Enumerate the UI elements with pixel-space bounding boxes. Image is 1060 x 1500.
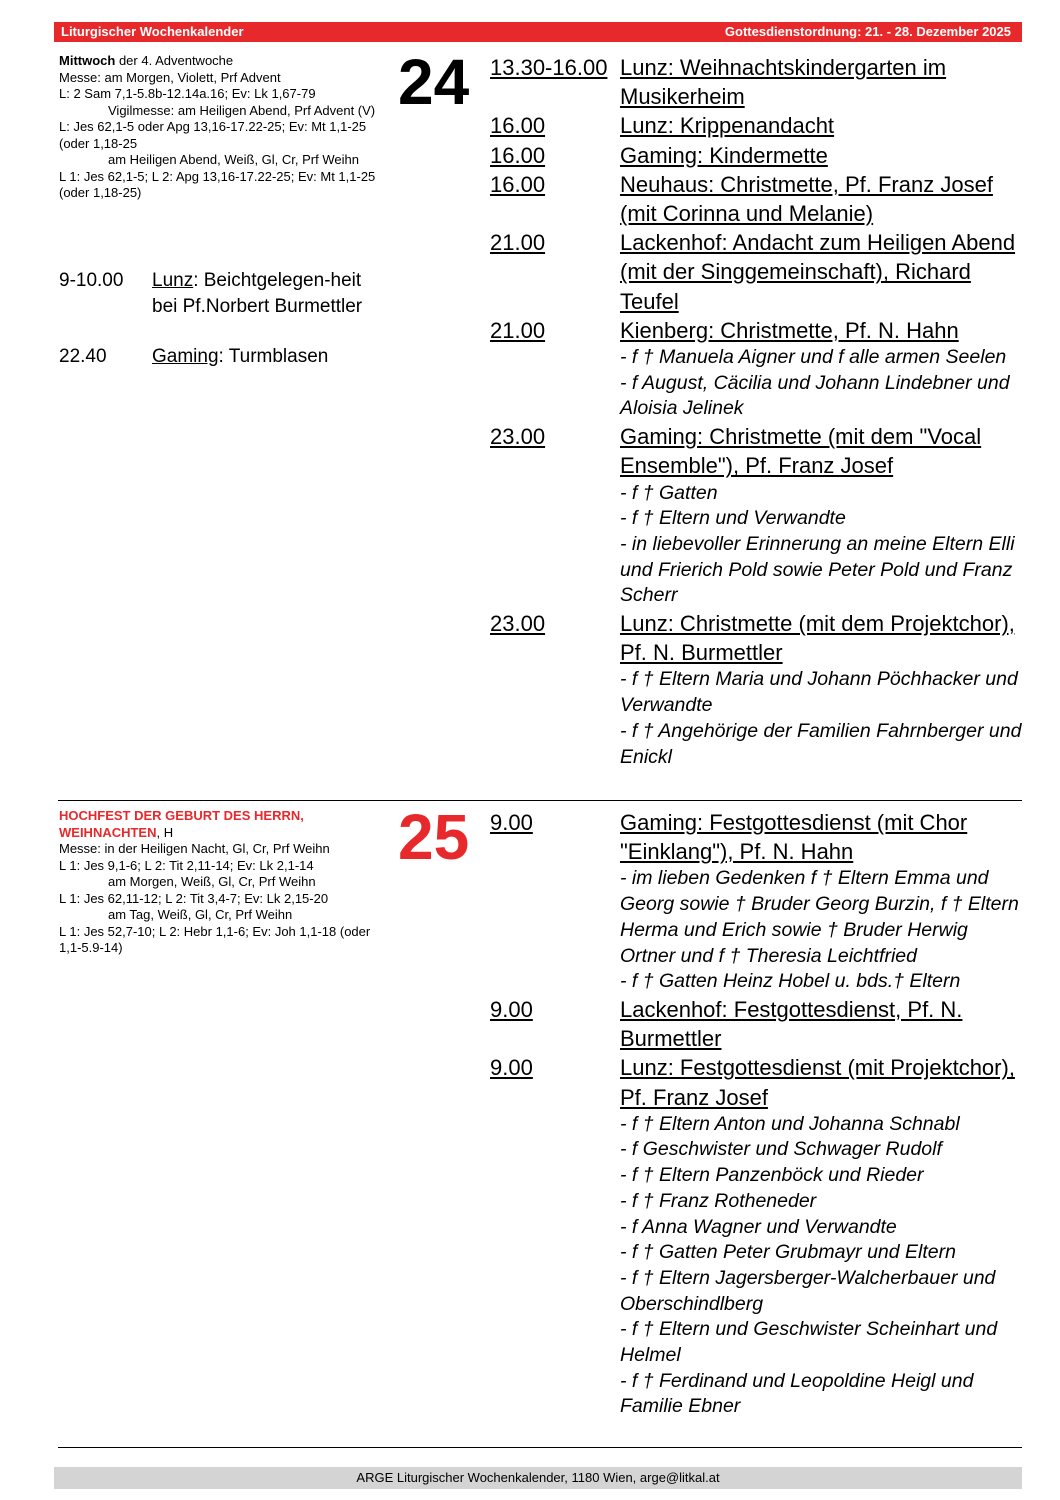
extra-text: : Turmblasen <box>218 346 329 367</box>
service-title: Lackenhof: Andacht zum Heiligen Abend (mit der Singgemeinschaft), Richard Teufel <box>620 230 1016 314</box>
mass-intention: - in liebevoller Erinnerung an meine Eltern Elli und Frierich Pold sowie Peter Pold und Franz Scherr <box>620 532 1015 607</box>
liturgy-line: Vigilmesse: am Heiligen Abend, Prf Advent (V) <box>108 102 376 118</box>
service-list <box>490 808 1022 1420</box>
header-date-range: Gottesdienstordnung: 21. - 28. Dezember 2025 <box>724 24 1011 39</box>
liturgy-line: am Morgen, Weiß, Gl, Cr, Prf Weihn <box>108 874 316 889</box>
mass-intention: - f † Angehörige der Familien Fahrnberger und Enickl <box>620 719 1022 768</box>
day-divider <box>58 800 1022 801</box>
liturgy-line: am Heiligen Abend, Weiß, Gl, Cr, Prf Weihn <box>108 152 359 167</box>
extra-place: Lunz <box>152 270 194 291</box>
service-entry <box>490 141 1022 170</box>
service-time: 23.00 <box>490 611 546 637</box>
liturgy-line: L: Jes 62,1-5 oder Apg 13,16-17.22-25; Ev: Mt 1,1-25 (oder 1,18-25 <box>59 119 367 151</box>
service-title: Neuhaus: Christmette, Pf. Franz Josef (mit Corinna und Melanie) <box>620 171 993 227</box>
service-entry <box>490 170 1022 228</box>
service-entry <box>490 995 1022 1053</box>
service-title: Lunz: Krippenandacht <box>620 113 835 139</box>
service-title: Lunz: Weihnachtskindergarten im Musikerheim <box>620 55 947 110</box>
mass-intention: - f † Ferdinand und Leopoldine Heigl und Familie Ebner <box>620 1369 974 1418</box>
feast-rank: , H <box>156 824 174 840</box>
service-entry <box>490 422 1022 609</box>
bottom-divider <box>58 1447 1022 1448</box>
service-entry <box>490 316 1022 422</box>
mass-intention: - f Geschwister und Schwager Rudolf <box>620 1138 942 1161</box>
service-time: 23.00 <box>490 424 546 450</box>
service-title: Lunz: Festgottesdienst (mit Projektchor), Pf. Franz Josef <box>620 1055 1015 1110</box>
extra-events <box>59 268 379 395</box>
service-time: 9.00 <box>490 996 533 1022</box>
service-title: Lunz: Christmette (mit dem Projektchor), Pf. N. Burmettler <box>620 611 1015 666</box>
service-entry <box>490 1053 1022 1420</box>
service-title: Gaming: Festgottesdienst (mit Chor "Einklang"), Pf. N. Hahn <box>620 810 968 865</box>
service-time: 21.00 <box>490 317 546 343</box>
mass-intention: - f Anna Wagner und Verwandte <box>620 1215 897 1238</box>
mass-intention: - f † Gatten Peter Grubmayr und Eltern <box>620 1241 956 1264</box>
mass-intention: - f † Eltern Anton und Johanna Schnabl <box>620 1112 960 1135</box>
mass-intention: - f † Eltern Jagersberger-Walcherbauer und Oberschindlberg <box>620 1266 996 1315</box>
service-time: 9.00 <box>490 810 533 835</box>
extra-event <box>59 268 379 319</box>
mass-intention: - f † Gatten Heinz Hobel u. bds.† Eltern <box>620 970 961 993</box>
page-header <box>54 22 1022 42</box>
service-time: 16.00 <box>490 171 546 197</box>
liturgy-line: Messe: in der Heiligen Nacht, Gl, Cr, Prf Weihn <box>59 841 330 856</box>
extra-text: : Beichtgelegen-heit bei Pf.Norbert Burmettler <box>152 270 363 317</box>
service-time: 16.00 <box>490 142 546 168</box>
liturgy-line: Messe: am Morgen, Violett, Prf Advent <box>59 69 281 85</box>
extra-event <box>59 344 379 370</box>
liturgy-info <box>59 808 394 957</box>
extra-time: 9-10.00 <box>59 270 124 291</box>
header-title: Liturgischer Wochenkalender <box>61 24 244 39</box>
service-entry <box>490 53 1022 111</box>
service-entry <box>490 808 1022 995</box>
service-title: Lackenhof: Festgottesdienst, Pf. N. Burmettler <box>620 996 963 1052</box>
liturgy-line: L 1: Jes 9,1-6; L 2: Tit 2,11-14; Ev: Lk 2,1-14 <box>59 857 314 873</box>
mass-intention: - f † Gatten <box>620 481 718 504</box>
liturgy-line: L: 2 Sam 7,1-5.8b-12.14a.16; Ev: Lk 1,67-79 <box>59 86 316 101</box>
service-entry <box>490 609 1022 770</box>
service-list <box>490 53 1022 770</box>
liturgy-line: L 1: Jes 62,1-5; L 2: Apg 13,16-17.22-25; Ev: Mt 1,1-25 (oder 1,18-25) <box>59 168 376 200</box>
liturgy-info: Mittwoch der 4. Adventwoche Messe: am Morgen, Violett, Prf Advent L: 2 Sam 7,1-5.8b-12.14a.16; Ev: Lk 1,67-79 Vigilmesse: am Heiligen Abend, Prf Advent (V) L: Jes 62,1-5 oder Apg 13,16-17.22-25; Ev: Mt 1,1-25 (oder 1,18-25 am Heiligen Abend, Weiß, Gl, Cr, Prf Weihn L 1: Jes 62,1-5; L 2: Apg 13,16-17.22-25; Ev: Mt 1,1-25 (oder 1,18-25) <box>59 53 394 202</box>
page-footer: ARGE Liturgischer Wochenkalender, 1180 Wien, arge@litkal.at <box>54 1467 1022 1489</box>
extra-place: Gaming <box>152 346 219 367</box>
feast-title: HOCHFEST DER GEBURT DES HERRN, WEIHNACHTEN <box>59 808 304 840</box>
service-entry <box>490 228 1022 316</box>
service-time: 13.30-16.00 <box>490 55 608 80</box>
mass-intention: - f † Manuela Aigner und f alle armen Seelen <box>620 346 1007 369</box>
extra-time: 22.40 <box>59 346 107 367</box>
mass-intention: - f † Eltern Panzenböck und Rieder <box>620 1164 924 1187</box>
weekday: Mittwoch <box>59 53 116 68</box>
liturgy-line: L 1: Jes 52,7-10; L 2: Hebr 1,1-6; Ev: Joh 1,1-18 (oder 1,1-5.9-14) <box>59 923 371 955</box>
service-time: 16.00 <box>490 113 546 139</box>
day-number: 25 <box>398 801 470 873</box>
service-title: Gaming: Kindermette <box>620 142 828 168</box>
mass-intention: - f † Eltern Maria und Johann Pöchhacker und Verwandte <box>620 668 1018 717</box>
mass-intention: - f † Eltern und Geschwister Scheinhart und Helmel <box>620 1318 998 1367</box>
liturgy-line: am Tag, Weiß, Gl, Cr, Prf Weihn <box>108 907 293 922</box>
service-time: 9.00 <box>490 1055 533 1081</box>
mass-intention: - f † Franz Rotheneder <box>620 1189 817 1212</box>
service-entry <box>490 111 1022 140</box>
service-title: Gaming: Christmette (mit dem "Vocal Ensemble"), Pf. Franz Josef <box>620 424 982 479</box>
liturgy-line: L 1: Jes 62,11-12; L 2: Tit 3,4-7; Ev: Lk 2,15-20 <box>59 890 329 906</box>
mass-intention: - f August, Cäcilia und Johann Lindebner und Aloisia Jelinek <box>620 371 1010 420</box>
service-time: 21.00 <box>490 230 546 256</box>
day-number: 24 <box>398 46 470 118</box>
mass-intention: - im lieben Gedenken f † Eltern Emma und Georg sowie † Bruder Georg Burzin, f † Eltern Herma und Erich sowie † Bruder Herwig Ortner und f † Theresia Leichtfried <box>620 867 1019 967</box>
service-title: Kienberg: Christmette, Pf. N. Hahn <box>620 317 959 343</box>
mass-intention: - f † Eltern und Verwandte <box>620 507 846 530</box>
